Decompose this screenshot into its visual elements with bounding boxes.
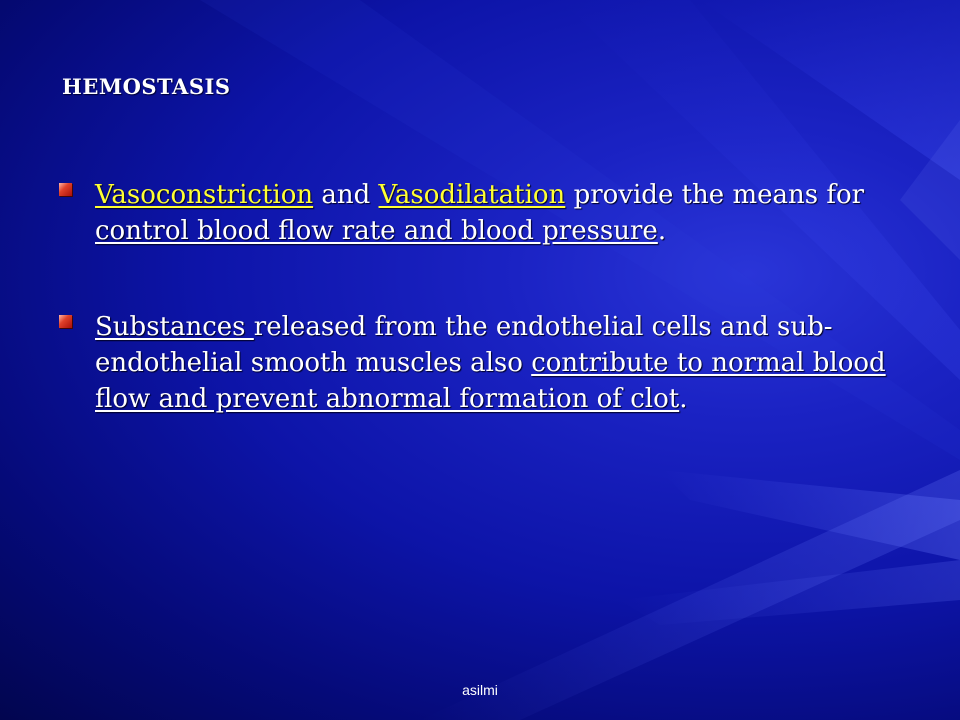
term-vasodilatation: Vasodilatation [378,180,566,210]
underlined-phrase: contribute to normal blood flow and prevent abnormal formation of clot [95,348,886,414]
square-bullet-icon [59,315,72,328]
bullet-text: provide the means for [565,180,865,210]
square-bullet-icon [59,183,72,196]
bullet-text: and [313,180,379,210]
bullet-item-substances [95,309,895,417]
underlined-phrase: control blood flow rate and blood pressure [95,216,658,246]
underlined-phrase: Substances [95,312,254,342]
bullet-text: . [679,384,688,414]
slide-title: HEMOSTASIS [62,74,231,99]
term-vasoconstriction: Vasoconstriction [95,180,314,210]
bullet-item-vasoconstriction [95,177,895,249]
bullet-text: released from the endothelial cells and sub-endothelial smooth muscles also [95,312,833,378]
slide-footer: asilmi [462,682,498,698]
bullet-text: . [657,216,667,246]
